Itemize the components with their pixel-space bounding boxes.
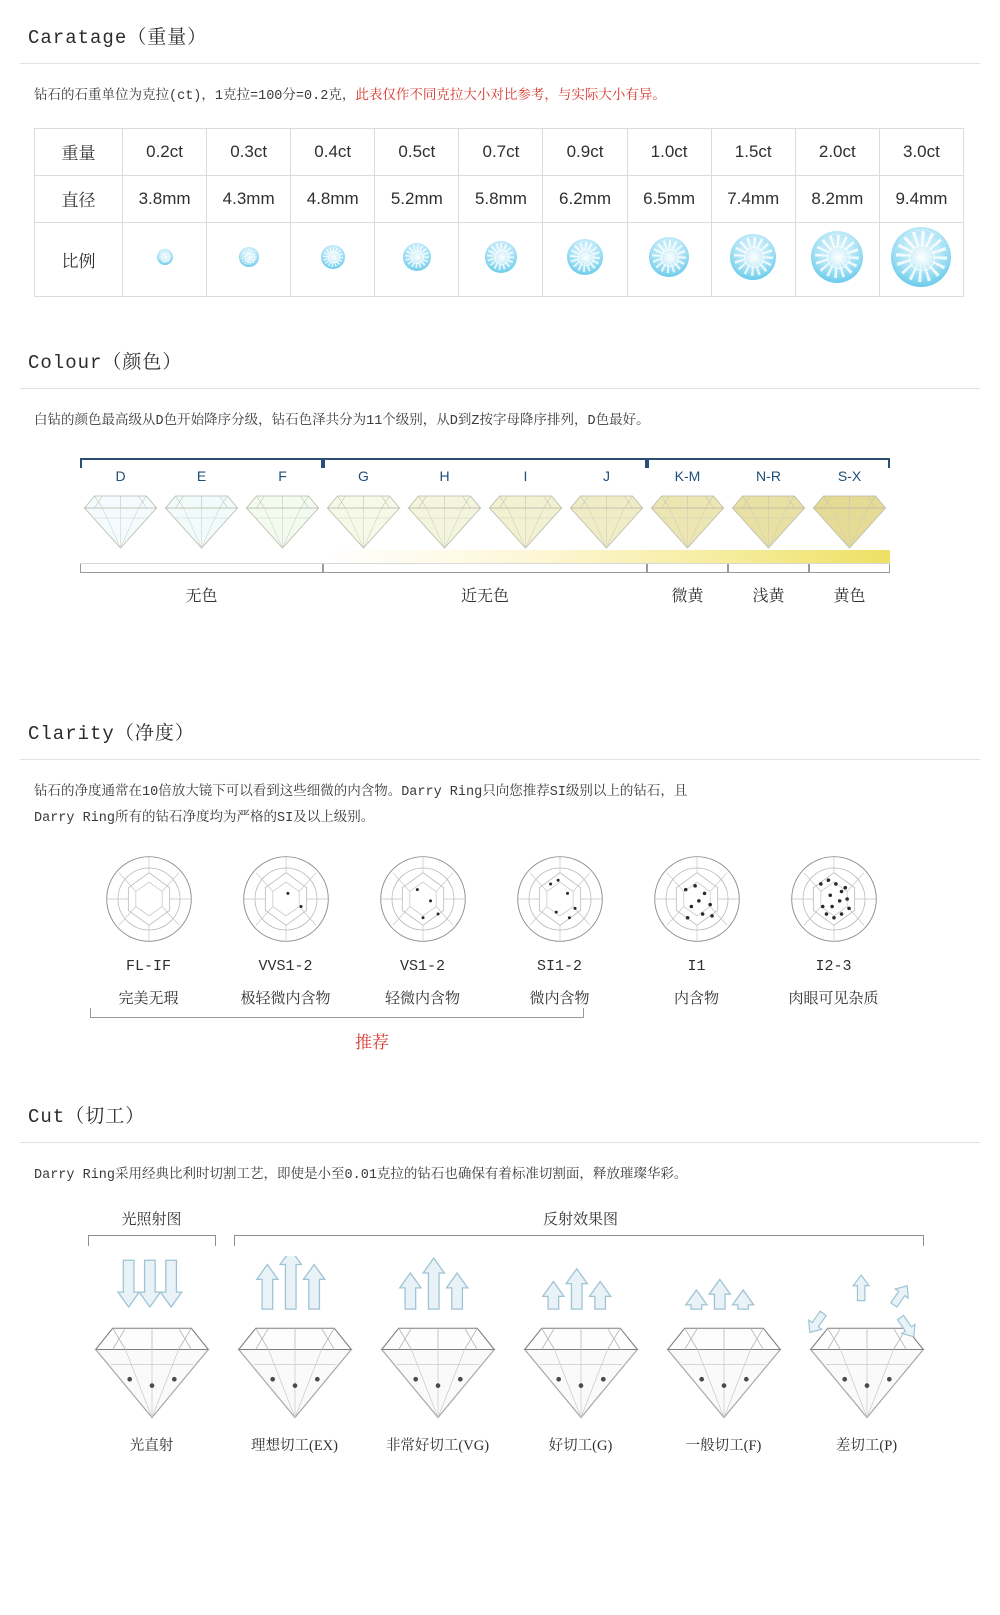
- proportion-cell-3: [375, 222, 459, 296]
- cut-diagram-icon: [368, 1256, 508, 1426]
- cut-diagram-icon: [654, 1256, 794, 1426]
- clarity-item-name: VVS1-2: [258, 957, 313, 975]
- diameter-cell-2: 4.8mm: [291, 175, 375, 222]
- clarity-item-desc: 肉眼可见杂质: [788, 990, 879, 1007]
- colour-bottom-brackets: [80, 564, 980, 573]
- cut-item-1: [223, 1256, 366, 1455]
- diamond-top-icon: [891, 227, 951, 287]
- diameter-cell-3: 5.2mm: [375, 175, 459, 222]
- cut-item-name: 差切工(P): [835, 1438, 898, 1455]
- diamond-clarity-icon: [513, 852, 607, 946]
- clarity-item-desc: 极轻微内含物: [240, 990, 331, 1007]
- cut-diagram-icon: [797, 1256, 937, 1426]
- diameter-cell-0: 3.8mm: [123, 175, 207, 222]
- clarity-item-name: SI1-2: [536, 957, 582, 975]
- proportion-cell-9: [879, 222, 963, 296]
- diamond-side-icon: [647, 488, 728, 550]
- cut-diagram-icon: [225, 1256, 365, 1426]
- colour-grade-label-s-x: S-X: [837, 468, 862, 485]
- caratage-description: [20, 64, 980, 116]
- clarity-item-desc: 微内含物: [529, 990, 590, 1007]
- diameter-cell-4: 5.8mm: [459, 175, 543, 222]
- clarity-item-si1-2: [491, 852, 628, 1008]
- cut-item-5: [795, 1256, 938, 1455]
- diamond-side-icon: [80, 488, 161, 550]
- colour-gem-k-m: [647, 488, 728, 550]
- clarity-item-fl-if: [80, 852, 217, 1008]
- cut-item-3: [509, 1256, 652, 1455]
- cut-item-4: [652, 1256, 795, 1455]
- clarity-item-name: I2-3: [815, 957, 852, 975]
- diamond-top-icon: [239, 247, 259, 267]
- row-header-proportion: 比例: [35, 222, 123, 296]
- diameter-cell-5: 6.2mm: [543, 175, 627, 222]
- cut-group-label-light: 光照射图: [121, 1212, 182, 1229]
- row-header-weight: 重量: [35, 128, 123, 175]
- clarity-item-desc: 轻微内含物: [384, 990, 460, 1007]
- clarity-item-vs1-2: [354, 852, 491, 1008]
- cut-item-2: [366, 1256, 509, 1455]
- proportion-cell-7: [711, 222, 795, 296]
- diamond-clarity-icon: [376, 852, 470, 946]
- proportion-cell-1: [207, 222, 291, 296]
- clarity-recommend-bracket: [90, 1008, 584, 1018]
- clarity-item-i2-3: [765, 852, 902, 1008]
- weight-cell-7: 1.5ct: [711, 128, 795, 175]
- colour-bottom-bracket-1: [323, 564, 647, 573]
- diamond-side-icon: [404, 488, 485, 550]
- colour-grade-label-h: H: [439, 468, 450, 485]
- diameter-cell-8: 8.2mm: [795, 175, 879, 222]
- colour-group-label-2: 微黄: [671, 588, 704, 606]
- colour-gem-j: [566, 488, 647, 550]
- diamond-top-icon: [811, 231, 863, 283]
- diamond-clarity-icon: [102, 852, 196, 946]
- colour-top-bracket-1: [323, 458, 647, 468]
- proportion-cell-5: [543, 222, 627, 296]
- cut-item-0: [80, 1256, 223, 1455]
- colour-group-labels: [80, 573, 980, 606]
- colour-gem-g: [323, 488, 404, 550]
- clarity-heading: Clarity（净度）: [20, 696, 980, 760]
- caratage-table: [34, 128, 964, 297]
- colour-gem-row: [80, 488, 980, 550]
- proportion-cell-2: [291, 222, 375, 296]
- colour-bottom-bracket-4: [809, 564, 890, 573]
- colour-gem-h: [404, 488, 485, 550]
- diameter-cell-1: 4.3mm: [207, 175, 291, 222]
- diamond-side-icon: [161, 488, 242, 550]
- cut-items: [20, 1246, 980, 1455]
- diameter-cell-6: 6.5mm: [627, 175, 711, 222]
- weight-cell-5: 0.9ct: [543, 128, 627, 175]
- cut-description: Darry Ring采用经典比利时切割工艺，即使是小至0.01克拉的钻石也确保有着标准切割面，释放璀璨华彩。: [34, 1167, 688, 1183]
- cut-item-name: 非常好切工(VG): [385, 1438, 490, 1455]
- row-header-diameter: 直径: [35, 175, 123, 222]
- cut-item-name: 一般切工(F): [685, 1438, 762, 1455]
- weight-cell-4: 0.7ct: [459, 128, 543, 175]
- section-colour: [0, 297, 1000, 671]
- clarity-item-desc: 内含物: [673, 990, 719, 1007]
- proportion-cell-6: [627, 222, 711, 296]
- cut-item-name: 光直射: [129, 1438, 174, 1455]
- caratage-desc-plain: 钻石的石重单位为克拉(ct)，1克拉=100分=0.2克，: [34, 89, 356, 104]
- proportion-cell-0: [123, 222, 207, 296]
- colour-grade-label-d: D: [115, 468, 126, 485]
- clarity-desc-line1: 钻石的净度通常在10倍放大镜下可以看到这些细微的内含物。Darry Ring只向您推荐SI级别以上的钻石，且: [34, 785, 688, 801]
- colour-gem-e: [161, 488, 242, 550]
- cut-heading: Cut（切工）: [20, 1079, 980, 1143]
- diamond-clarity-icon: [650, 852, 744, 946]
- light-arrows: [256, 1256, 324, 1309]
- diamond-side-icon: [809, 488, 890, 550]
- diamond-side-icon: [242, 488, 323, 550]
- diamond-top-icon: [321, 245, 345, 269]
- clarity-item-i1: [628, 852, 765, 1008]
- clarity-recommend-label: 推荐: [355, 1032, 389, 1052]
- light-arrows: [399, 1258, 467, 1309]
- colour-top-bracket-0: [80, 458, 323, 468]
- diamond-side-icon: [323, 488, 404, 550]
- diamond-side-icon: [485, 488, 566, 550]
- weight-cell-1: 0.3ct: [207, 128, 291, 175]
- colour-group-label-4: 黄色: [833, 588, 866, 606]
- colour-gem-i: [485, 488, 566, 550]
- cut-item-name: 理想切工(EX): [251, 1438, 338, 1455]
- diamond-clarity-icon: [787, 852, 881, 946]
- colour-bottom-bracket-0: [80, 564, 323, 573]
- cut-brackets: [20, 1229, 980, 1246]
- light-arrows: [853, 1275, 914, 1309]
- light-arrows: [118, 1260, 182, 1307]
- clarity-item-desc: 完美无瑕: [118, 990, 179, 1007]
- cut-item-name: 好切工(G): [548, 1438, 613, 1455]
- weight-cell-8: 2.0ct: [795, 128, 879, 175]
- clarity-item-name: FL-IF: [125, 957, 171, 975]
- cut-diagram-icon: [511, 1256, 651, 1426]
- clarity-desc-line2: Darry Ring所有的钻石净度均为严格的SI及以上级别。: [34, 810, 375, 826]
- proportion-cell-4: [459, 222, 543, 296]
- colour-gradient-bar: [80, 550, 890, 564]
- colour-gem-n-r: [728, 488, 809, 550]
- colour-grade-label-e: E: [196, 468, 207, 485]
- weight-cell-6: 1.0ct: [627, 128, 711, 175]
- weight-cell-9: 3.0ct: [879, 128, 963, 175]
- colour-heading: Colour（颜色）: [20, 325, 980, 389]
- cut-bracket-reflect: [234, 1235, 924, 1246]
- caratage-desc-highlight: 此表仅作不同克拉大小对比参考，与实际大小有异。: [355, 89, 666, 104]
- colour-grade-label-f: F: [278, 468, 287, 485]
- diameter-cell-9: 9.4mm: [879, 175, 963, 222]
- colour-top-bracket-2: [647, 458, 890, 468]
- diamond-top-icon: [403, 243, 431, 271]
- colour-grade-label-g: G: [358, 468, 369, 485]
- diamond-side-icon: [728, 488, 809, 550]
- section-caratage: [0, 0, 1000, 297]
- clarity-items: [20, 838, 980, 1008]
- table-row-diameter: [35, 175, 964, 222]
- diameter-cell-7: 7.4mm: [711, 175, 795, 222]
- cut-bracket-light: [88, 1235, 216, 1246]
- colour-top-brackets: [80, 458, 980, 468]
- cut-group-labels: [20, 1194, 980, 1229]
- clarity-item-name: I1: [687, 957, 706, 975]
- weight-cell-2: 0.4ct: [291, 128, 375, 175]
- colour-grade-label-n-r: N-R: [756, 468, 781, 485]
- section-clarity: [0, 670, 1000, 1052]
- colour-description: 白钻的颜色最高级从D色开始降序分级，钻石色泽共分为11个级别，从D到Z按字母降序排列，D色最好。: [34, 413, 650, 429]
- clarity-item-vvs1-2: [217, 852, 354, 1008]
- colour-group-label-0: 无色: [185, 588, 218, 606]
- table-row-proportion: [35, 222, 964, 296]
- diamond-top-icon: [649, 237, 689, 277]
- proportion-cell-8: [795, 222, 879, 296]
- colour-grade-label-k-m: K-M: [674, 468, 701, 485]
- diamond-top-icon: [567, 239, 603, 275]
- table-row-weight: [35, 128, 964, 175]
- clarity-item-name: VS1-2: [399, 957, 445, 975]
- colour-chart: [20, 440, 980, 670]
- colour-gem-d: [80, 488, 161, 550]
- colour-group-label-1: 近无色: [460, 588, 509, 606]
- diamond-side-icon: [566, 488, 647, 550]
- diamond-top-icon: [485, 241, 517, 273]
- colour-grade-label-j: J: [603, 468, 610, 485]
- caratage-heading: Caratage（重量）: [20, 0, 980, 64]
- light-arrows: [685, 1280, 753, 1310]
- colour-bottom-bracket-2: [647, 564, 728, 573]
- colour-grade-label-i: I: [523, 468, 528, 485]
- cut-group-label-reflect: 反射效果图: [542, 1212, 618, 1229]
- colour-group-label-3: 浅黄: [752, 588, 785, 606]
- light-arrows: [542, 1269, 610, 1309]
- cut-diagram-icon: [82, 1256, 222, 1426]
- diamond-top-icon: [157, 249, 173, 265]
- weight-cell-3: 0.5ct: [375, 128, 459, 175]
- clarity-description: [20, 760, 980, 837]
- colour-gem-f: [242, 488, 323, 550]
- section-cut: [0, 1053, 1000, 1456]
- colour-gem-s-x: [809, 488, 890, 550]
- colour-bottom-bracket-3: [728, 564, 809, 573]
- colour-grade-labels: [80, 468, 980, 488]
- weight-cell-0: 0.2ct: [123, 128, 207, 175]
- diamond-clarity-icon: [239, 852, 333, 946]
- diamond-top-icon: [730, 234, 776, 280]
